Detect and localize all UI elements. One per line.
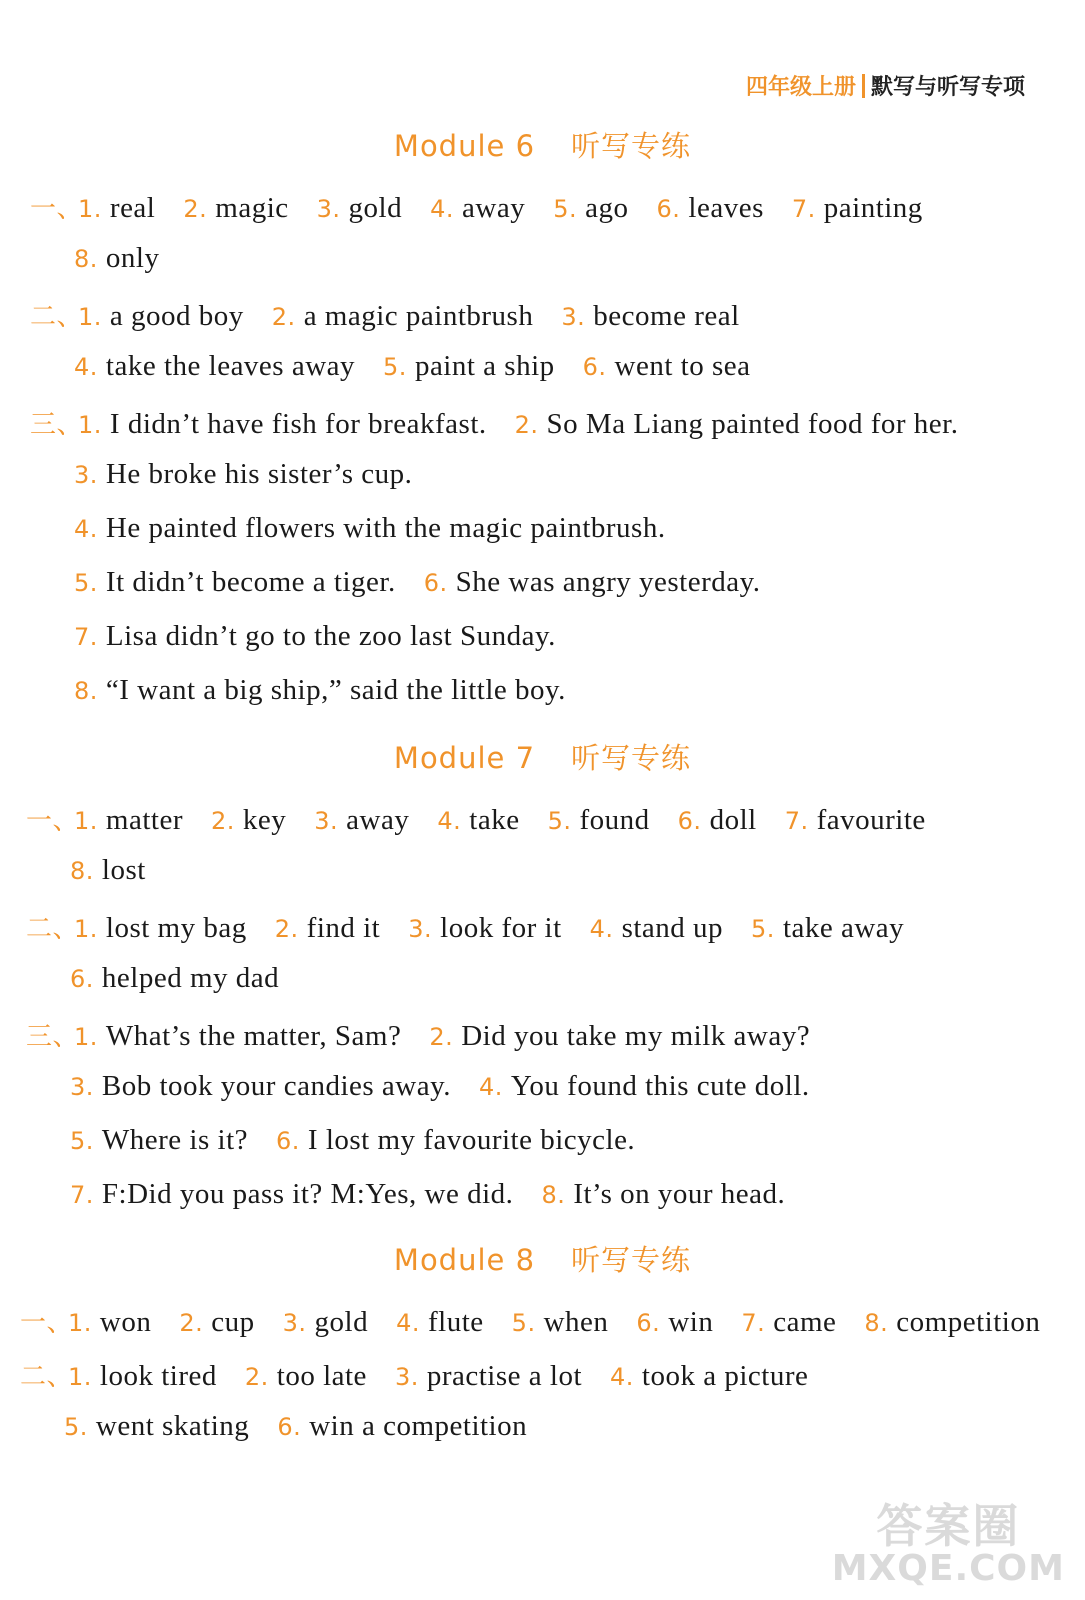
answer-item: [590, 912, 723, 944]
answer-line: [70, 1070, 838, 1103]
item-number: 2.: [274, 915, 299, 943]
item-number: 8.: [74, 677, 98, 705]
item-text: lost: [101, 854, 146, 886]
answer-line: [70, 854, 174, 887]
item-text: flute: [428, 1306, 484, 1338]
item-text: win a competition: [309, 1410, 528, 1442]
item-text: a good boy: [109, 300, 244, 332]
item-number: 2.: [244, 1363, 269, 1391]
page-header: [746, 70, 1025, 101]
module-subtitle: 听写专练: [571, 1243, 692, 1277]
answer-item: [429, 1020, 810, 1052]
item-number: 1.: [74, 1023, 98, 1051]
item-text: find it: [306, 912, 381, 944]
item-number: 4.: [396, 1309, 421, 1337]
item-text: “I want a big ship,” said the little boy.: [105, 674, 566, 706]
item-text: He painted flowers with the magic paintbrush.: [105, 512, 666, 544]
item-number: 5.: [751, 915, 775, 943]
answer-item: [430, 192, 525, 224]
item-text: when: [543, 1306, 609, 1338]
item-number: 5.: [511, 1309, 536, 1337]
item-text: away: [462, 192, 526, 224]
item-number: 4.: [610, 1363, 634, 1391]
item-number: 4.: [74, 515, 98, 543]
item-number: 5.: [383, 353, 407, 381]
answer-line: [74, 674, 594, 707]
topic-label: 默写与听写专项: [870, 75, 1025, 100]
item-text: leaves: [688, 192, 764, 224]
item-text: look tired: [99, 1360, 217, 1392]
header-divider: [862, 74, 865, 98]
answer-item: [437, 804, 519, 836]
answer-item: [74, 350, 355, 382]
answer-line: [74, 350, 779, 383]
answer-item: [74, 458, 412, 490]
answer-item: [678, 804, 757, 836]
item-number: 6.: [677, 807, 702, 835]
item-text: I didn’t have fish for breakfast.: [109, 408, 487, 440]
section-label: 三、: [30, 410, 84, 440]
answer-line: [70, 1178, 813, 1211]
item-number: 3.: [316, 195, 341, 223]
answer-item: [656, 192, 763, 224]
item-number: 6.: [277, 1413, 302, 1441]
answer-item: [751, 912, 904, 944]
item-number: 7.: [74, 623, 98, 651]
answer-item: [78, 192, 155, 224]
item-text: too late: [276, 1360, 367, 1392]
item-number: 3.: [408, 915, 433, 943]
item-text: paint a ship: [414, 350, 555, 382]
answer-line: [26, 800, 954, 837]
answer-item: [74, 804, 183, 836]
answer-line: [74, 566, 789, 599]
answer-item: [74, 512, 666, 544]
answer-line: [74, 458, 440, 491]
item-text: Did you take my milk away?: [461, 1020, 811, 1052]
item-number: 6.: [656, 195, 681, 223]
answer-item: [276, 1124, 635, 1156]
item-text: won: [99, 1306, 152, 1338]
item-number: 4.: [478, 1073, 503, 1101]
item-text: took a picture: [641, 1360, 809, 1392]
answer-item: [864, 1306, 1040, 1338]
answer-line: [64, 1410, 555, 1443]
answer-item: [395, 1360, 582, 1392]
answer-item: [515, 408, 959, 440]
item-number: 2.: [514, 411, 539, 439]
grade-label: 四年级上册: [745, 75, 856, 100]
answer-line: [20, 1356, 836, 1393]
item-number: 1.: [78, 303, 102, 331]
item-number: 4.: [430, 195, 455, 223]
answer-item: [74, 1020, 401, 1052]
item-text: Bob took your candies away.: [101, 1070, 451, 1102]
answer-item: [68, 1306, 151, 1338]
answer-item: [74, 674, 566, 706]
answer-item: [785, 804, 926, 836]
section-label: 二、: [30, 302, 84, 332]
answer-line: [74, 620, 584, 653]
section-label: 二、: [20, 1362, 74, 1392]
item-text: helped my dad: [101, 962, 280, 994]
answer-line: [30, 188, 951, 225]
item-text: ago: [585, 192, 629, 224]
answer-item: [211, 804, 286, 836]
answer-item: [636, 1306, 713, 1338]
item-number: 5.: [74, 569, 98, 597]
item-number: 6.: [582, 353, 607, 381]
item-text: stand up: [621, 912, 724, 944]
answer-line: [70, 962, 307, 995]
item-number: 3.: [282, 1309, 307, 1337]
module-title: [0, 1238, 1085, 1279]
answer-item: [479, 1070, 810, 1102]
answer-item: [179, 1306, 254, 1338]
answer-item: [396, 1306, 484, 1338]
item-number: 5.: [64, 1413, 88, 1441]
item-number: 1.: [68, 1309, 92, 1337]
answer-item: [70, 1124, 248, 1156]
item-number: 2.: [271, 303, 296, 331]
answer-line: [30, 296, 768, 333]
item-number: 8.: [74, 245, 98, 273]
answer-item: [275, 912, 381, 944]
answer-item: [277, 1410, 527, 1442]
item-number: 4.: [437, 807, 462, 835]
item-text: doll: [709, 804, 757, 836]
answer-item: [78, 300, 244, 332]
item-text: F:Did you pass it? M:Yes, we did.: [101, 1178, 514, 1210]
item-number: 5.: [553, 195, 578, 223]
item-text: matter: [105, 804, 183, 836]
module-subtitle: 听写专练: [571, 741, 692, 775]
answer-item: [553, 192, 628, 224]
answer-item: [64, 1410, 249, 1442]
item-text: painting: [823, 192, 923, 224]
answer-item: [383, 350, 555, 382]
item-number: 1.: [78, 195, 102, 223]
answer-item: [512, 1306, 609, 1338]
item-text: So Ma Liang painted food for her.: [546, 408, 959, 440]
answer-line: [20, 1302, 1068, 1339]
item-number: 1.: [74, 915, 98, 943]
answer-item: [561, 300, 739, 332]
answer-line: [70, 1124, 663, 1157]
item-number: 3.: [314, 807, 339, 835]
answer-item: [610, 1360, 808, 1392]
item-number: 2.: [179, 1309, 204, 1337]
item-number: 2.: [429, 1023, 454, 1051]
item-number: 8.: [864, 1309, 889, 1337]
item-text: away: [346, 804, 410, 836]
item-text: went skating: [95, 1410, 250, 1442]
item-text: found: [579, 804, 650, 836]
item-number: 6.: [423, 569, 448, 597]
answer-line: [30, 404, 986, 441]
item-text: take away: [782, 912, 905, 944]
item-number: 3.: [70, 1073, 94, 1101]
answer-item: [183, 192, 288, 224]
answer-item: [70, 854, 146, 886]
answer-item: [70, 962, 279, 994]
answer-item: [314, 804, 409, 836]
item-number: 6.: [636, 1309, 661, 1337]
module-name: Module 7: [393, 741, 536, 775]
section-label: 一、: [30, 194, 84, 224]
answer-item: [74, 566, 396, 598]
answer-item: [78, 408, 487, 440]
watermark-text: 答案圈: [876, 1498, 1021, 1553]
item-text: competition: [896, 1306, 1041, 1338]
item-number: 1.: [68, 1363, 92, 1391]
item-text: become real: [593, 300, 740, 332]
item-text: went to sea: [614, 350, 751, 382]
answer-item: [317, 192, 402, 224]
item-number: 7.: [741, 1309, 766, 1337]
item-text: You found this cute doll.: [510, 1070, 810, 1102]
item-text: a magic paintbrush: [303, 300, 534, 332]
item-text: gold: [348, 192, 403, 224]
item-text: He broke his sister’s cup.: [105, 458, 413, 490]
item-number: 5.: [70, 1127, 94, 1155]
answer-item: [541, 1178, 785, 1210]
item-number: 7.: [784, 807, 809, 835]
item-text: Where is it?: [101, 1124, 249, 1156]
item-text: I lost my favourite bicycle.: [307, 1124, 636, 1156]
item-text: gold: [314, 1306, 369, 1338]
section-label: 二、: [26, 914, 80, 944]
item-text: take the leaves away: [105, 350, 356, 382]
item-text: Lisa didn’t go to the zoo last Sunday.: [105, 620, 556, 652]
item-number: 1.: [78, 411, 102, 439]
answer-item: [272, 300, 534, 332]
answer-item: [408, 912, 561, 944]
item-text: practise a lot: [426, 1360, 583, 1392]
item-number: 7.: [791, 195, 816, 223]
answer-item: [74, 620, 556, 652]
item-number: 2.: [183, 195, 208, 223]
answer-item: [583, 350, 751, 382]
section-label: 一、: [20, 1308, 74, 1338]
item-number: 3.: [74, 461, 98, 489]
item-text: look for it: [440, 912, 562, 944]
answer-item: [741, 1306, 836, 1338]
answer-line: [26, 908, 932, 945]
item-text: favourite: [816, 804, 926, 836]
item-text: She was angry yesterday.: [455, 566, 761, 598]
item-number: 6.: [276, 1127, 300, 1155]
item-text: lost my bag: [105, 912, 247, 944]
item-number: 8.: [541, 1181, 566, 1209]
item-text: cup: [211, 1306, 255, 1338]
answer-item: [548, 804, 650, 836]
item-number: 3.: [394, 1363, 419, 1391]
item-number: 4.: [74, 353, 98, 381]
item-text: real: [109, 192, 156, 224]
item-number: 1.: [74, 807, 98, 835]
item-text: It’s on your head.: [573, 1178, 786, 1210]
answer-item: [424, 566, 761, 598]
item-number: 7.: [70, 1181, 94, 1209]
item-text: magic: [215, 192, 289, 224]
item-text: take: [469, 804, 520, 836]
watermark-url: MXQE.COM: [831, 1548, 1065, 1590]
item-number: 5.: [547, 807, 572, 835]
item-number: 2.: [210, 807, 235, 835]
item-number: 6.: [70, 965, 94, 993]
item-number: 8.: [70, 857, 94, 885]
item-text: It didn’t become a tiger.: [105, 566, 396, 598]
item-text: win: [668, 1306, 714, 1338]
answer-line: [74, 512, 694, 545]
section-label: 一、: [26, 806, 80, 836]
module-name: Module 6: [393, 129, 536, 163]
module-title: [0, 124, 1085, 165]
answer-line: [74, 242, 187, 275]
module-subtitle: 听写专练: [571, 129, 692, 163]
answer-item: [245, 1360, 367, 1392]
item-text: came: [773, 1306, 837, 1338]
module-name: Module 8: [393, 1243, 536, 1277]
answer-item: [74, 242, 159, 274]
item-text: key: [242, 804, 287, 836]
module-title: [0, 736, 1085, 777]
watermark-logo: [831, 1498, 1065, 1590]
item-text: only: [105, 242, 160, 274]
answer-item: [283, 1306, 368, 1338]
item-text: What’s the matter, Sam?: [105, 1020, 402, 1052]
item-number: 3.: [561, 303, 586, 331]
answer-item: [68, 1360, 217, 1392]
answer-item: [70, 1178, 513, 1210]
answer-item: [792, 192, 923, 224]
section-label: 三、: [26, 1022, 80, 1052]
answer-item: [74, 912, 247, 944]
answer-line: [26, 1016, 838, 1053]
answer-item: [70, 1070, 451, 1102]
item-number: 4.: [589, 915, 614, 943]
